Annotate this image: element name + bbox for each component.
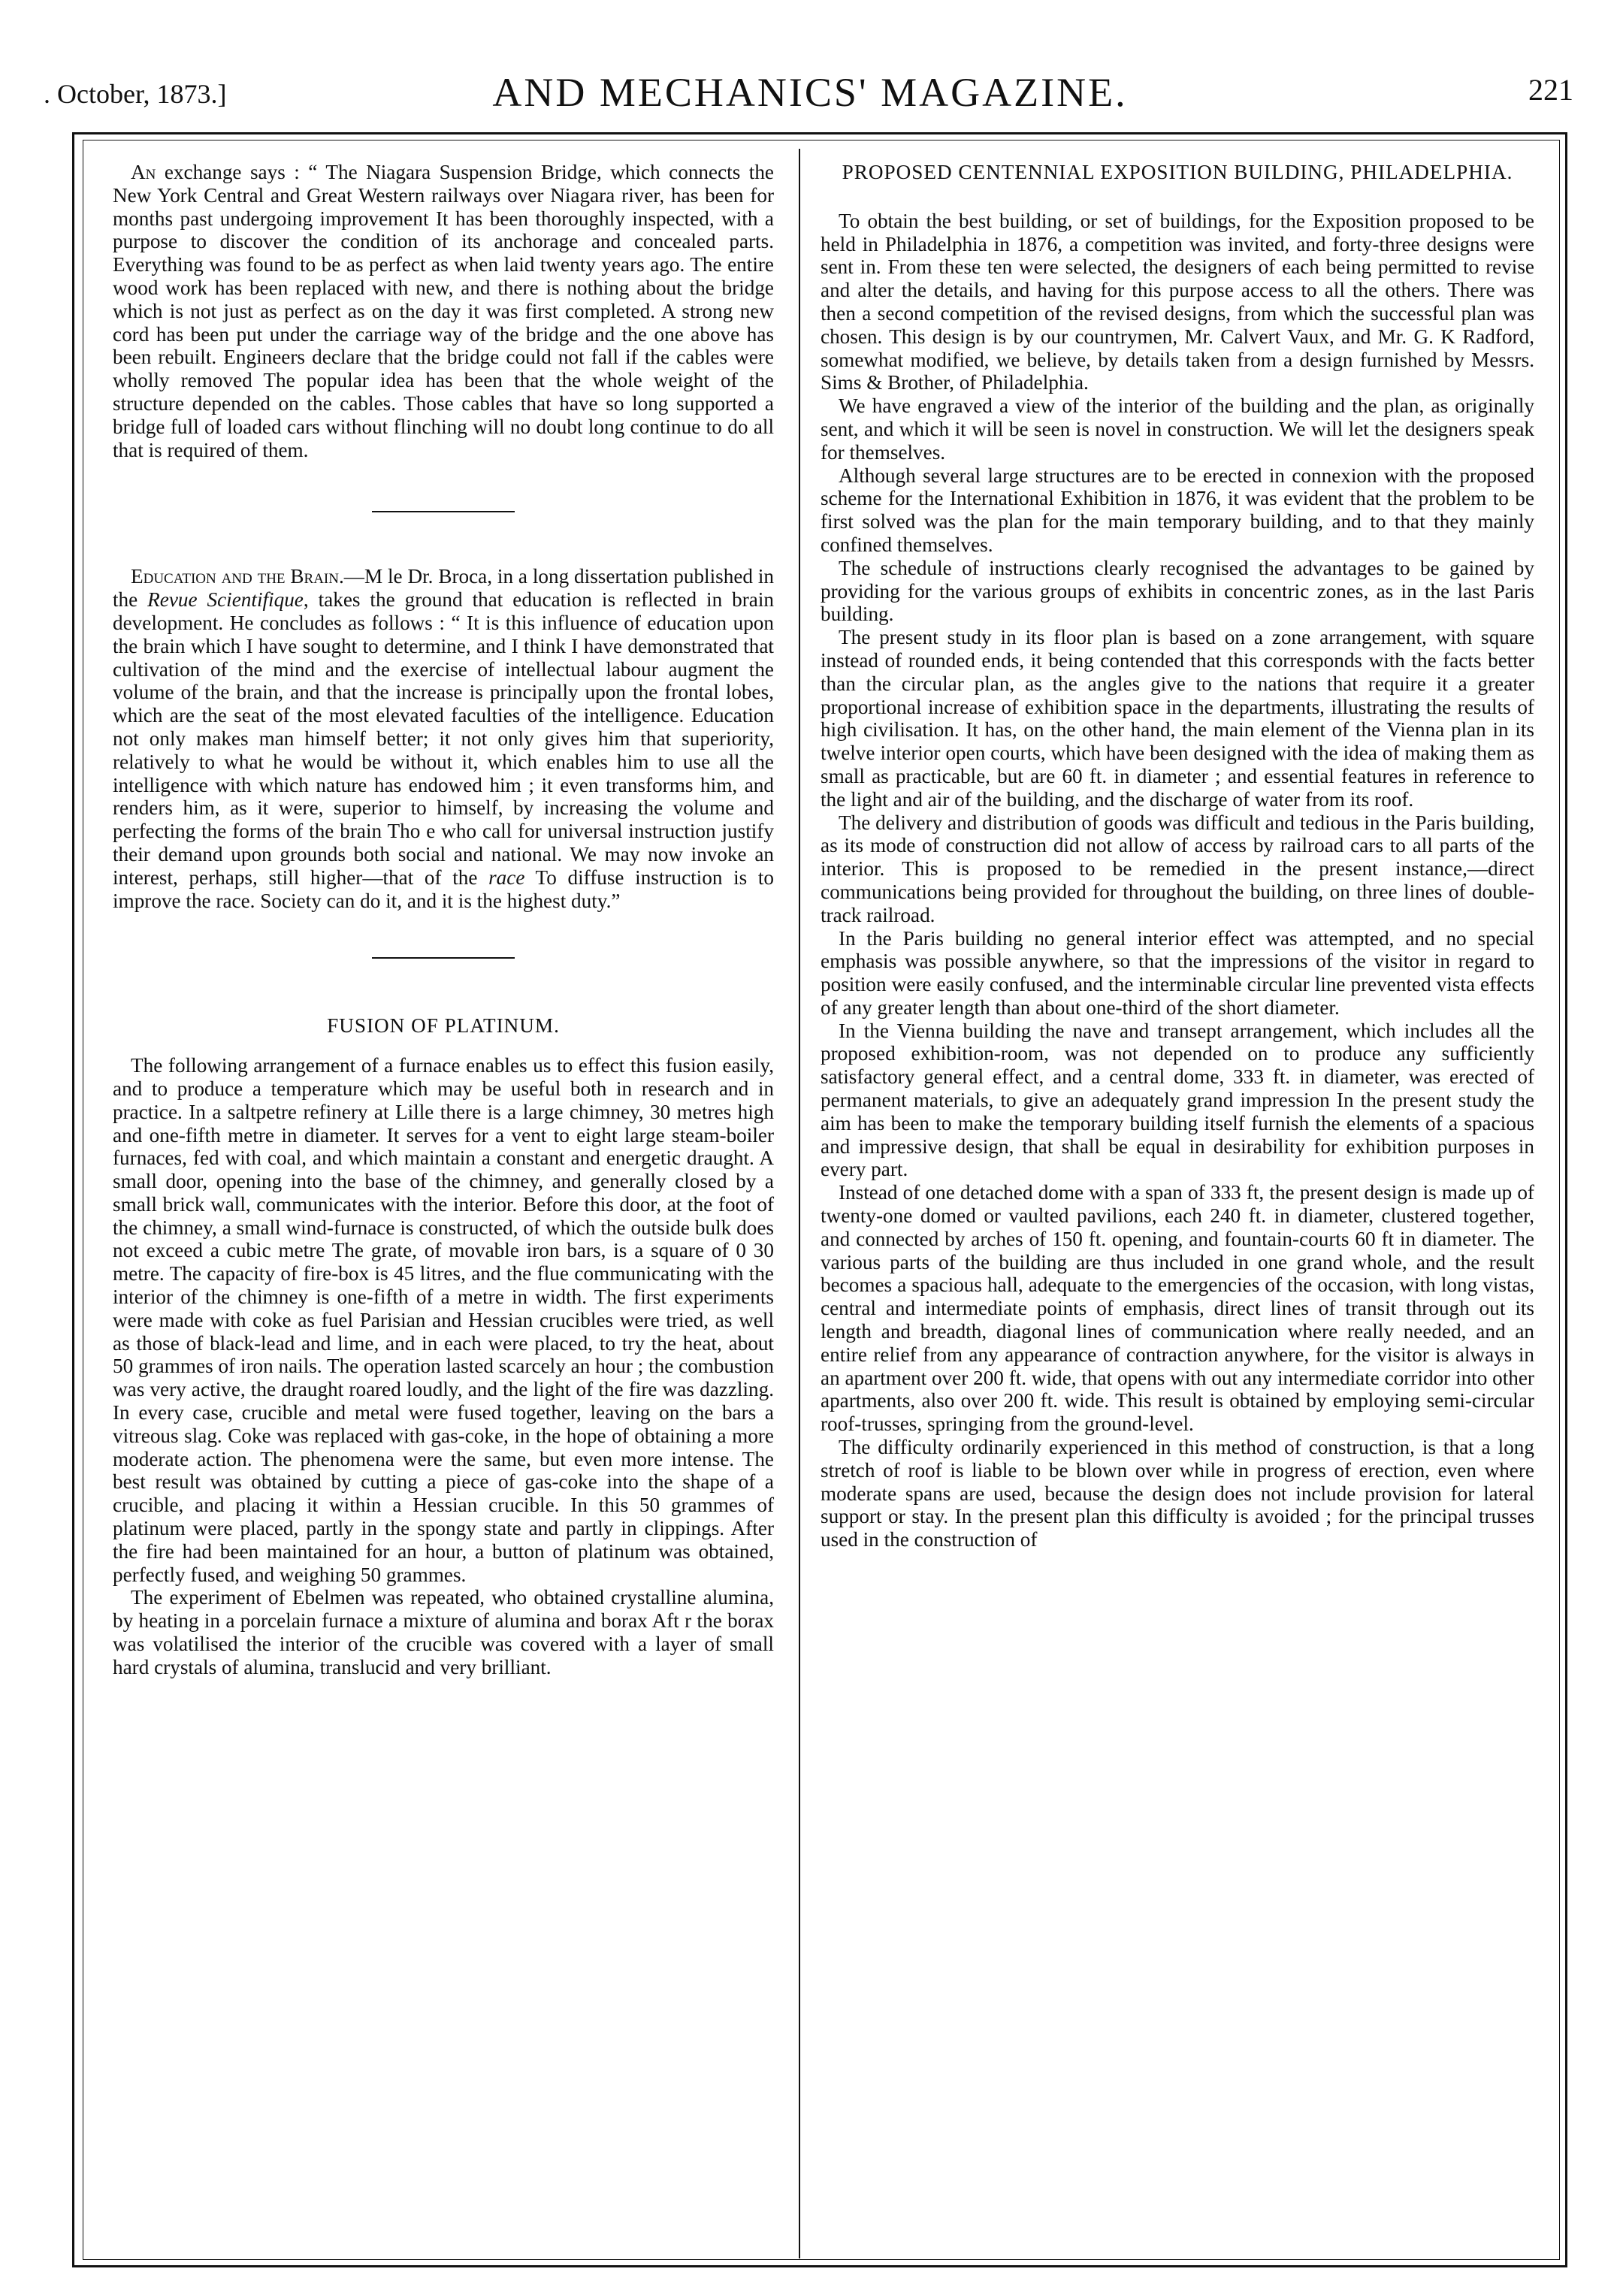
- education-paragraph: [113, 565, 774, 912]
- education-title: Education and the Brain.: [131, 565, 344, 588]
- column-divider-rule: [799, 149, 800, 2258]
- exposition-paragraph: The difficulty ordinarily experienced in this method of construction, is that a long stretch of roof is liable to be blown over while in progress of erection, even where moderate spans are used, because the design does not include provision for lateral support or stay. In the present plan this difficulty is avoided ; for the principal trusses used in the construction of: [821, 1436, 1534, 1551]
- exposition-paragraph: To obtain the best building, or set of buildings, for the Exposition proposed to be held in Philadelphia in 1876, a competition was invited, and forty-three designs were sent in. From these ten were selected, the designers of each being permitted to revise and alter the details, and having for this purpose access to all the others. There was then a second competition of the revised designs, from which the successful plan was chosen. This design is by our countrymen, Mr. Calvert Vaux, and Mr. G. K Radford, somewhat modified, we believe, by details taken from a design furnished by Messrs. Sims & Brother, of Philadelphia.: [821, 209, 1534, 394]
- niagara-lead-in: An: [131, 161, 156, 183]
- niagara-text: exchange says : “ The Niagara Suspension Bridge, which connects the New York Central and Great Western railways over Niagara river, has been for months past undergoing improvement It has been thoroughly inspected, with a purpose to discover the condition of its anchorage and concealed parts. Everything was found to be as perfect as when laid twenty years ago. The entire wood work has been replaced with new, and there is nothing about the bridge which is not just as perfect as on the day it was first completed. A strong new cord has been put under the carriage way of the bridge and the one above has been rebuilt. Engineers declare that the bridge could not fall if the cables were wholly removed The popular idea has been that the whole weight of the structure depended on the cables. Those cables that have so long supported a bridge full of loaded cars without flinching will no doubt long continue to do all that is required of them.: [113, 161, 774, 461]
- article-fusion-platinum: [113, 1014, 774, 1678]
- exposition-paragraph: Instead of one detached dome with a span of 333 ft, the present design is made up of twenty-one domed or vaulted pavilions, each 240 ft. in diameter, clustered together, and connected by arches of 150 ft. opening, and fountain-courts 60 ft in diameter. The various parts of the building are thus included in one grand whole, and the result becomes a spacious hall, adequate to the emergencies of the occasion, with long vistas, central and intermediate points of emphasis, direct lines of transit through out its length and breadth, diagonal lines of communication where really needed, and an entire relief from any appearance of contraction anywhere, for the visitor is always in an apartment over 200 ft. wide, that opens with out any intermediate corridor into other apartments, also over 200 ft. wide. This result is obtained by employing semi-circular roof-trusses, springing from the ground-level.: [821, 1181, 1534, 1436]
- education-text-c: To diffuse instruction is to improve the race. Society can do it, and it is the highest duty.”: [113, 866, 774, 912]
- right-column: [821, 161, 1534, 1551]
- article-centennial-exposition: [821, 161, 1534, 1551]
- exposition-paragraph: Although several large structures are to be erected in connexion with the proposed scheme for the International Exhibition in 1876, it was evident that the problem to be first solved was the plan for the main temporary building, and to that they mainly confined themselves.: [821, 464, 1534, 556]
- journal-name: Revue Scientifique: [147, 588, 304, 612]
- article-niagara-bridge: [113, 161, 774, 461]
- race-word: race: [488, 866, 525, 889]
- exposition-paragraph: The present study in its floor plan is based on a zone arrangement, with square instead of rounded ends, it being contended that this corresponds with the facts better than the circular plan, as the angles give to the nations that require it a greater proportional increase of exhibition space in the departments, illustrating the results of high civilisation. It has, on the other hand, the main element of the Vienna plan in its twelve interior open courts, which have been designed with the idea of making them as small as practicable, but are 60 ft. in diameter ; and essential features in reference to the light and air of the building, and the discharge of water from its roof.: [821, 626, 1534, 811]
- platinum-paragraph-2: The experiment of Ebelmen was repeated, who obtained crystalline alumina, by heating in a porcelain furnace a mixture of alumina and borax Aft r the borax was volatilised the interior of the crucible was covered with a layer of small hard crystals of alumina, translucid and very brilliant.: [113, 1586, 774, 1678]
- education-text-b: , takes the ground that education is reflected in brain development. He concludes as follows : “ It is this influence of education upon the brain which I have sought to determine, and I think I have demonstrated that cultivation of the mind and the exercise of intellectual labour augment the volume of the brain, and that the increase is principally upon the frontal lobes, which are the seat of the most elevated faculties of the intelligence. Education not only makes man himself better; it not only gives him that superiority, relatively to what he would be without it, which enables him to use all the intelligence with which nature has endowed him ; it even transforms him, and renders him, as it were, superior to himself, by increasing the volume and perfecting the forms of the brain Tho e who call for universal instruction justify their demand upon grounds both social and national. We may now invoke an interest, perhaps, still higher—that of the: [113, 588, 774, 889]
- left-column: [113, 161, 774, 1679]
- page-number: 221: [1528, 73, 1573, 107]
- exposition-paragraph: In the Paris building no general interior effect was attempted, and no special emphasis was possible anywhere, so that the impressions of the visitor in regard to position were easily confused, and the interminable circular line prevented vista effects of any greater length than about one-third of the short diameter.: [821, 926, 1534, 1019]
- niagara-paragraph: [113, 161, 774, 461]
- exposition-paragraph: The delivery and distribution of goods was difficult and tedious in the Paris building, as its mode of construction did not allow of access by railroad cars to all parts of the interior. This is proposed to be remedied in the present instance,—direct communications being provided for throughout the building, on three lines of double-track railroad.: [821, 811, 1534, 926]
- platinum-heading: FUSION OF PLATINUM.: [327, 1014, 560, 1038]
- exposition-paragraph: We have engraved a view of the interior of the building and the plan, as originally sent, and which it will be seen is novel in construction. We will let the designers speak for themselves.: [821, 394, 1534, 464]
- platinum-paragraph-1: The following arrangement of a furnace enables us to effect this fusion easily, and to produce a temperature which may be useful both in research and in practice. In a saltpetre refinery at Lille there is a large chimney, 30 metres high and one-fifth metre in diameter. It serves for a vent to eight large steam-boiler furnaces, fed with coal, and which maintain a constant and energetic draught. A small door, opening into the base of the chimney, and generally closed by a small brick wall, communicates with the interior. Before this door, at the foot of the chimney, a small wind-furnace is constructed, of which the outside bulk does not exceed a cubic metre The grate, of movable iron bars, is a square of 0 30 metre. The capacity of fire-box is 45 litres, and the flue communicating with the interior of the chimney is one-fifth of a metre in width. The first experiments were made with coke as fuel Parisian and Hessian crucibles were tried, as well as those of black-lead and lime, and in each were placed, to try the heat, about 50 grammes of iron nails. The operation lasted scarcely an hour ; the combustion was very active, the draught roared loudly, and the light of the fire was dazzling. In every case, crucible and metal were fused together, leaving on the bars a vitreous slag. Coke was replaced with gas-coke, in the hope of obtaining a more moderate action. The phenomena were the same, but even more intense. The best result was obtained by cutting a piece of gas-coke into the shape of a crucible, and placing it within a Hessian crucible. In this 50 grammes of platinum were placed, partly in the spongy state and partly in clippings. After the fire had been maintained for an hour, a button of platinum was obtained, perfectly fused, and weighing 50 grammes.: [113, 1054, 774, 1586]
- running-head-title: AND MECHANICS' MAGAZINE.: [492, 70, 1128, 115]
- exposition-paragraph: In the Vienna building the nave and transept arrangement, which includes all the proposed exhibition-room, was not depended on to produce any sufficiently satisfactory general effect, and a central dome, 333 ft. in diameter, was erected of permanent materials, to give an adequately grand impression In the present study the aim has been to make the temporary building itself furnish the elements of a spacious and impressive design, that shall be equal in desirability for exhibition purposes in every part.: [821, 1019, 1534, 1181]
- exposition-paragraph: The schedule of instructions clearly recognised the advantages to be gained by providing for the various groups of exhibits in concentric zones, as in the last Paris building.: [821, 556, 1534, 626]
- running-head-date: . October, 1873.]: [44, 79, 227, 109]
- article-education-brain: [113, 565, 774, 912]
- education-text-a: —M le Dr. Broca, in a long dissertation published in the: [113, 565, 774, 612]
- exposition-heading: PROPOSED CENTENNIAL EXPOSITION BUILDING, PHILADELPHIA.: [842, 161, 1513, 183]
